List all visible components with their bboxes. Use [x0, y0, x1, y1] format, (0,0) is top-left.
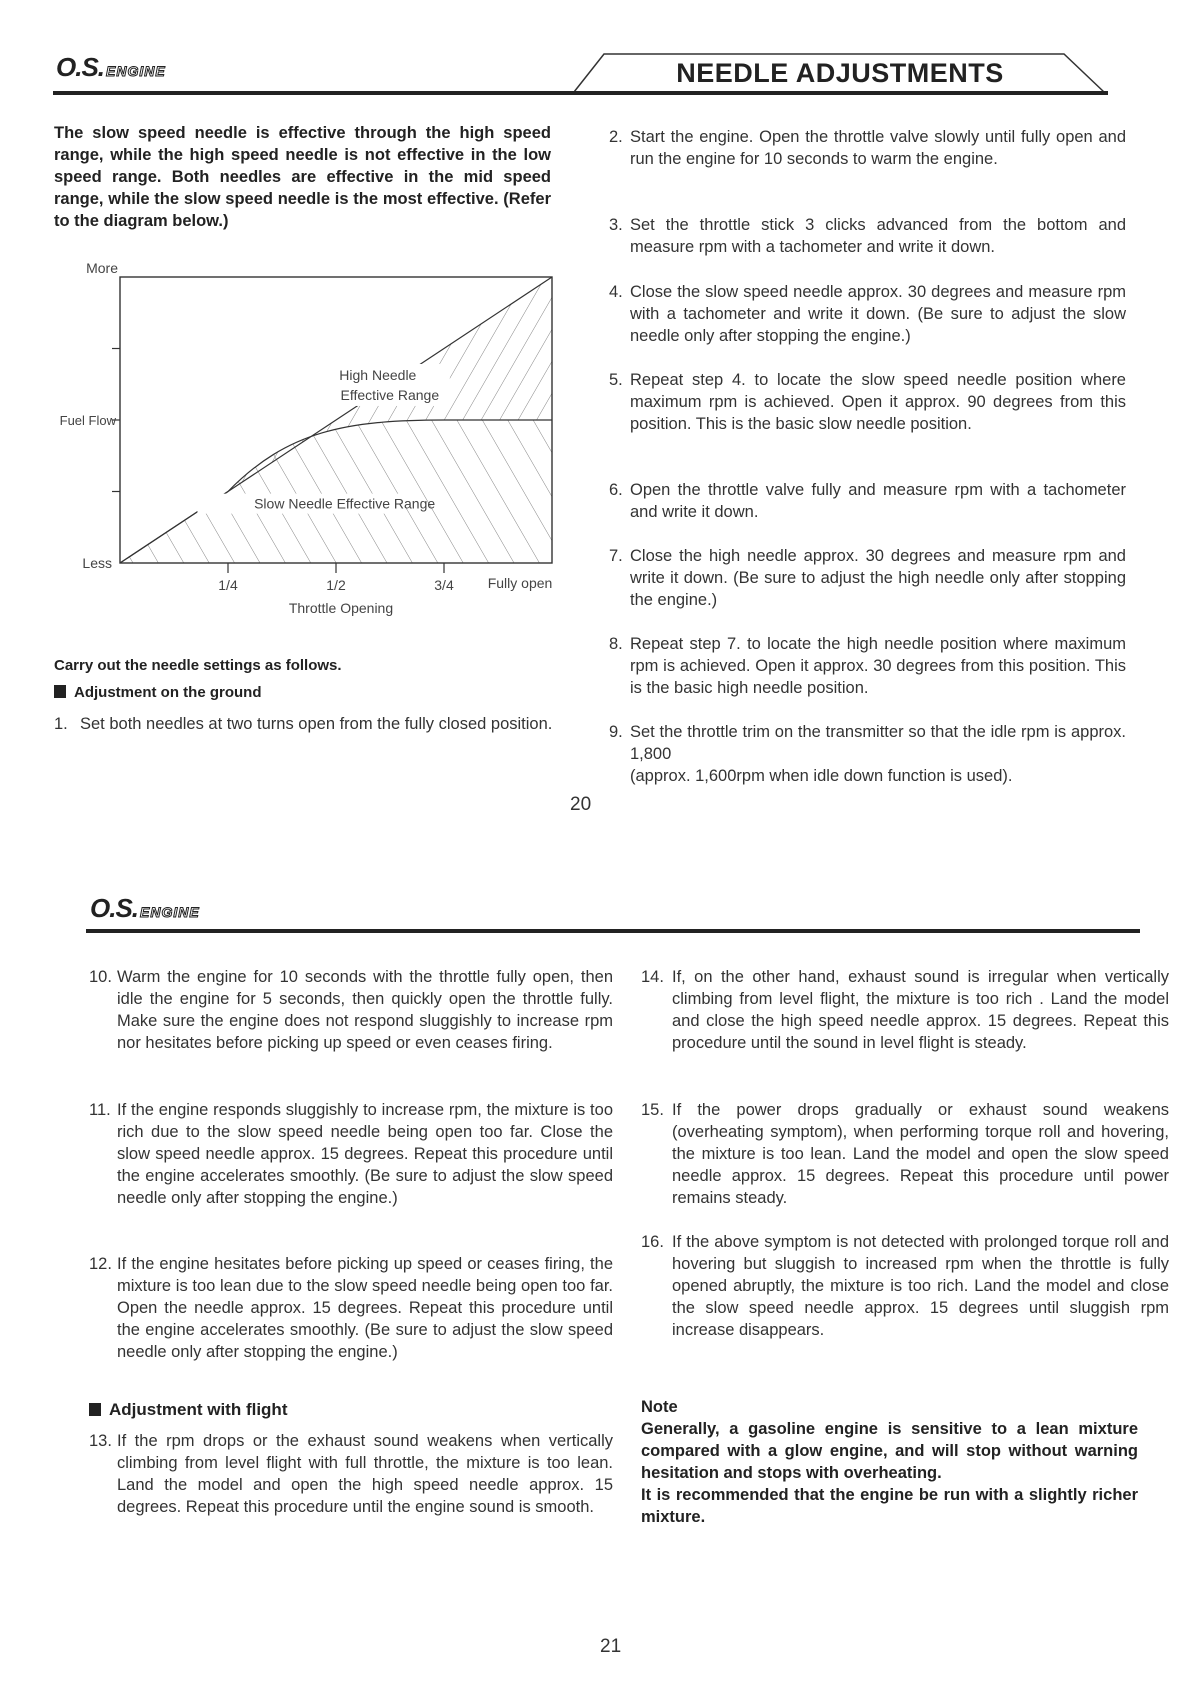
carry-out-instruction: Carry out the needle settings as follows.: [54, 657, 342, 674]
step-number: 4.: [609, 283, 623, 301]
step-text: Repeat step 4. to locate the slow speed needle position where maximum rpm is achieved. Open it approx. 90 degrees from this position. This is the basic slow needle position.: [630, 371, 1126, 433]
y-label-more: More: [86, 260, 118, 276]
step-number: 12.: [89, 1255, 112, 1273]
x-tick-label-quarter: 1/4: [218, 577, 238, 593]
x-tick-label-fully-open: Fully open: [487, 575, 553, 591]
step-item: [609, 126, 1126, 170]
logo-os-text: O.S.: [56, 52, 105, 82]
slow-needle-effective-region: [120, 420, 552, 563]
page-number-20: 20: [570, 794, 592, 815]
step-number: 11.: [89, 1101, 111, 1119]
step-number: 7.: [609, 547, 623, 565]
step-item: [641, 1099, 1169, 1209]
page-number-21: 21: [600, 1636, 622, 1657]
ground-heading-text: Adjustment on the ground: [74, 684, 262, 701]
step-text: Repeat step 7. to locate the high needle position where maximum rpm is achieved. Open it approx. 30 degrees from this position. This is the basic high needle position.: [630, 635, 1126, 697]
step-number: 14.: [641, 968, 664, 986]
header-rule-page21: [86, 929, 1140, 933]
high-needle-label: High Needle: [339, 366, 417, 383]
flight-adjustment-heading: [89, 1400, 287, 1420]
step-text: Close the high needle approx. 30 degrees and measure rpm and write it down. (Be sure to adjust the high needle only after stopping the engine.): [630, 547, 1126, 609]
step-item: [641, 1231, 1169, 1341]
high-needle-range-label: Effective Range: [340, 386, 440, 403]
step-text: Warm the engine for 10 seconds with the throttle fully open, then idle the engine for 5 seconds, then quickly open the throttle fully. Make sure the engine does not respond sluggishly to increase rpm nor hesitates before picking up speed or even ceases firing.: [117, 968, 613, 1052]
step-number: 5.: [609, 371, 623, 389]
fuel-flow-chart: [40, 250, 570, 620]
step-text: If the above symptom is not detected with prolonged torque roll and hovering but sluggish to increased rpm when the throttle is fully opened abruptly, the mixture is too rich. Land the model and close the slow speed needle approx. 15 degrees until sluggish rpm increase disappears.: [672, 1233, 1169, 1339]
step-item: [89, 1430, 613, 1518]
x-tick-label-three-quarter: 3/4: [434, 577, 454, 593]
step-number: 13.: [89, 1432, 112, 1450]
step-text: If the engine responds sluggishly to increase rpm, the mixture is too rich due to the slow speed needle being open too far. Close the slow speed needle approx. 15 degrees. Repeat this procedure until the engine accelerates smoothly. (Be sure to adjust the slow speed needle only after stopping the engine.): [117, 1101, 613, 1207]
step-number: 16.: [641, 1233, 664, 1251]
step-number: 3.: [609, 216, 623, 234]
step-text: If, on the other hand, exhaust sound is irregular when vertically climbing from level flight, the mixture is too rich . Land the model and close the high speed needle approx. 15 degrees. Repeat this procedure until the sound in level flight is steady.: [672, 968, 1169, 1052]
step-number: 15.: [641, 1101, 664, 1119]
section-header-tab: [574, 52, 1106, 94]
logo-engine-text: ENGINE: [106, 63, 166, 79]
header-rule: [53, 91, 1108, 95]
step-text: Set both needles at two turns open from the fully closed position.: [80, 715, 553, 733]
x-axis-title: Throttle Opening: [288, 600, 394, 616]
note-paragraph-2: It is recommended that the engine be run with a slightly richer mixture.: [641, 1486, 1138, 1526]
step-text: Set the throttle trim on the transmitter so that the idle rpm is approx. 1,800: [630, 723, 1126, 763]
y-label-less: Less: [82, 555, 112, 571]
step-item: [609, 545, 1126, 611]
step-text: Set the throttle stick 3 clicks advanced from the bottom and measure rpm with a tachometer and write it down.: [630, 216, 1126, 256]
step-text-continued: (approx. 1,600rpm when idle down function is used).: [630, 767, 1013, 785]
step-number: 10.: [89, 968, 112, 986]
step-number: 6.: [609, 481, 623, 499]
step-number: 9.: [609, 723, 623, 741]
slow-needle-range-label: Slow Needle Effective Range: [254, 495, 436, 512]
note-title: Note: [641, 1398, 678, 1416]
step-item: [89, 966, 613, 1054]
x-tick-label-half: 1/2: [326, 577, 346, 593]
step-number: 1.: [54, 715, 68, 733]
step-item: [89, 1253, 613, 1363]
step-text: Close the slow speed needle approx. 30 degrees and measure rpm with a tachometer and write it down. (Be sure to adjust the slow needle only after stopping the engine.): [630, 283, 1126, 345]
note-paragraph-1: Generally, a gasoline engine is sensitive to a lean mixture compared with a glow engine, and will stop without warning hesitation and stops with overheating.: [641, 1420, 1138, 1482]
section-title: NEEDLE ADJUSTMENTS: [676, 58, 1004, 88]
step-text: If the rpm drops or the exhaust sound weakens when vertically climbing from level flight with full throttle, the mixture is too lean. Land the model and open the high speed needle approx. 15 degrees. Repeat this procedure until the engine sound is smooth.: [117, 1432, 613, 1516]
bullet-square-icon: [89, 1403, 101, 1416]
step-item: [609, 479, 1126, 523]
os-engine-logo-page21: [90, 893, 200, 924]
step-item: [609, 721, 1126, 787]
step-item: [609, 633, 1126, 699]
flight-heading-text: Adjustment with flight: [109, 1400, 288, 1419]
step-item: [54, 713, 577, 735]
logo-engine-text: ENGINE: [140, 904, 200, 920]
step-number: 8.: [609, 635, 623, 653]
intro-paragraph: The slow speed needle is effective through the high speed range, while the high speed needle is not effective in the low speed range. Both needles are effective in the mid speed range, while the slow speed needle is the most effective. (Refer to the diagram below.): [54, 124, 551, 230]
step-text: Start the engine. Open the throttle valve slowly until fully open and run the engine for 10 seconds to warm the engine.: [630, 128, 1126, 168]
step-item: [641, 966, 1169, 1054]
step-text: Open the throttle valve fully and measure rpm with a tachometer and write it down.: [630, 481, 1126, 521]
step-item: [609, 369, 1126, 435]
x-axis-ticks: [228, 563, 444, 573]
logo-os-text: O.S.: [90, 893, 139, 923]
step-text: If the engine hesitates before picking up speed or ceases firing, the mixture is too lean due to the slow speed needle being open too far. Open the needle approx. 15 degrees. Repeat this procedure until the engine accelerates smoothly. (Be sure to adjust the slow speed needle only after stopping the engine.): [117, 1255, 613, 1361]
step-item: [609, 214, 1126, 258]
ground-adjustment-heading: [54, 684, 261, 701]
step-number: 2.: [609, 128, 623, 146]
step-item: [609, 281, 1126, 347]
y-axis-title: Fuel Flow: [59, 413, 116, 428]
os-engine-logo: [56, 52, 166, 83]
step-text: If the power drops gradually or exhaust sound weakens (overheating symptom), when performing torque roll and hovering, the mixture is too lean. Land the model and open the slow speed needle approx. 15 degrees. Repeat this procedure until power remains steady.: [672, 1101, 1169, 1207]
bullet-square-icon: [54, 685, 66, 698]
step-item: [89, 1099, 613, 1209]
